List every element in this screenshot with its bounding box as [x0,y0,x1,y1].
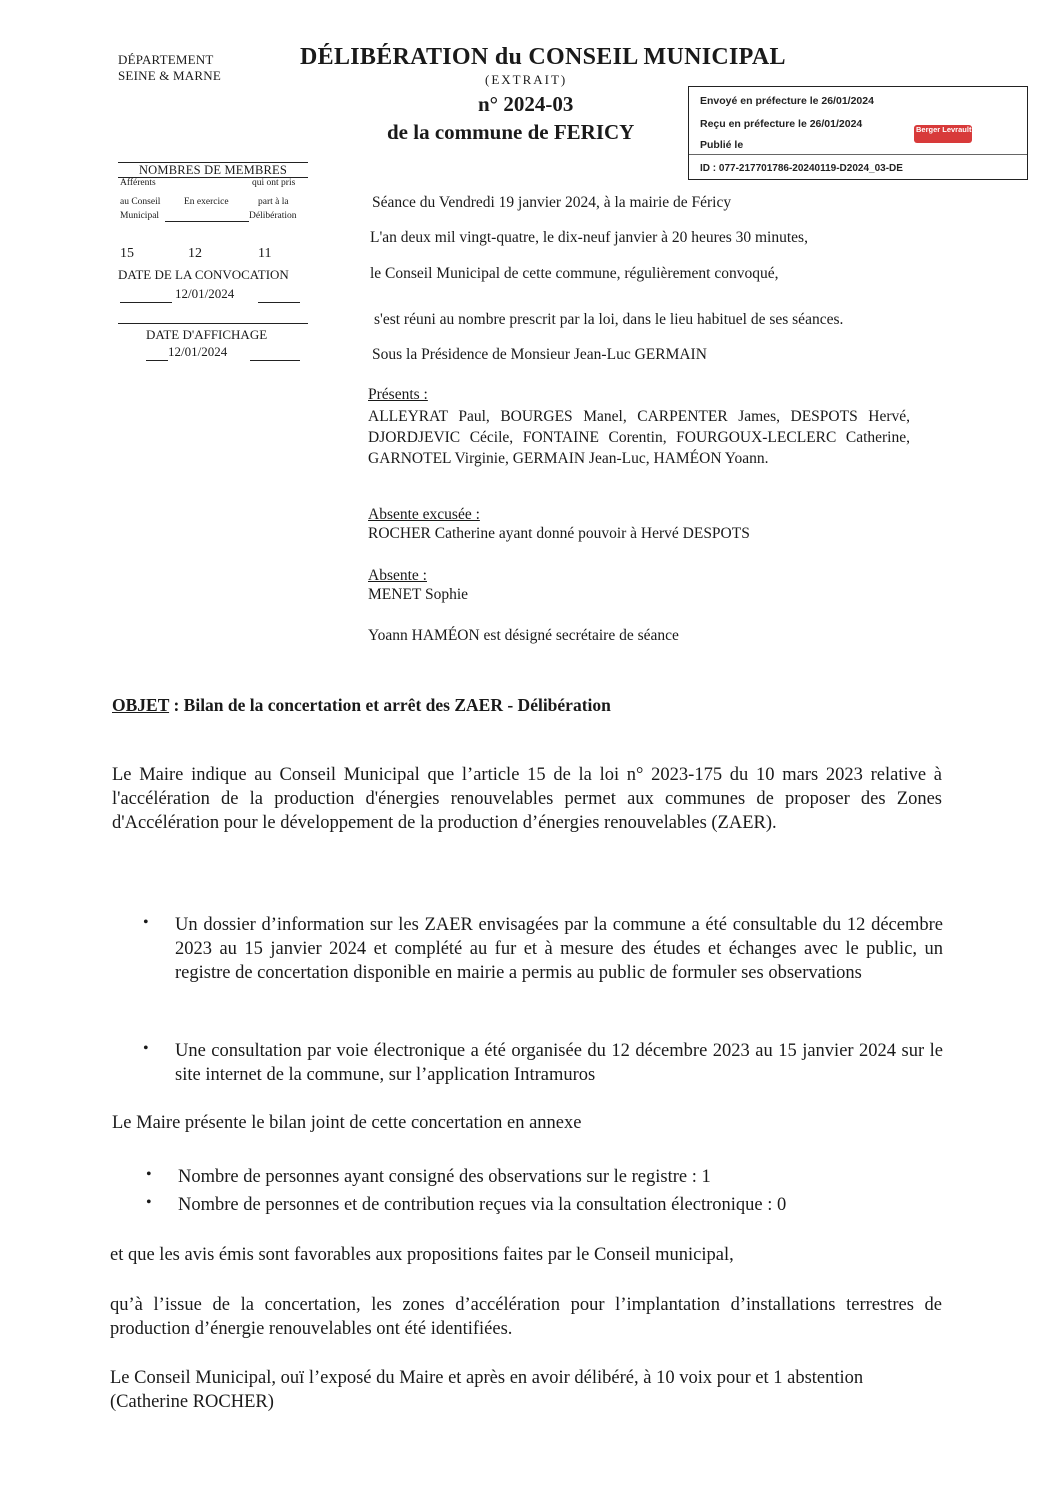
absent-label: Absente : [368,567,427,584]
intro-paragraph: Le Maire indique au Conseil Municipal que l’article 15 de la loi n° 2023-175 du 10 mars 2023 relative à l'accélération de la production d'énergies renouvelables permet aux communes de proposer des Zones d'Accélération pour le développement de la production d’énergies renouvelables (ZAER). [112,765,942,833]
commune-name: de la commune de FERICY [387,120,635,144]
berger-levrault-logo [914,125,972,143]
col-afferents-2: au Conseil [120,197,161,207]
convocation-label: DATE DE LA CONVOCATION [118,267,289,282]
vote-paragraph: Le Conseil Municipal, ouï l’exposé du Maire et après en avoir délibéré, à 10 voix pour et 1 abstention (Catherine ROCHER) [110,1368,864,1412]
excused-label: Absente excusée : [368,506,480,523]
present-names: ALLEYRAT Paul, BOURGES Manel, CARPENTER James, DESPOTS Hervé, DJORDJEVIC Cécile, FONTAINE Corentin, FOURGOUX-LECLERC Catherine, GARNOTEL Virginie, GERMAIN Jean-Luc, HAMÉON Yoann. [368,408,910,467]
document-title: DÉLIBÉRATION du CONSEIL MUNICIPAL [300,44,786,70]
stamp-sent: Envoyé en préfecture le 26/01/2024 [700,95,874,107]
count-exercice: 12 [188,246,202,261]
deliberation-number: n° 2024-03 [478,92,574,116]
convocation-date: 12/01/2024 [175,286,235,301]
stat-1-text: Nombre de personnes ayant consigné des observations sur le registre : 1 [178,1167,711,1187]
present-label: Présents : [368,386,428,403]
members-table [118,162,308,178]
affichage-rule-top [118,323,308,324]
col-pris-1: qui ont pris [252,178,296,188]
col-pris-3: Délibération [249,211,297,221]
convocation-line: le Conseil Municipal de cette commune, régulièrement convoqué, [370,265,779,282]
seance-line: Séance du Vendredi 19 janvier 2024, à la mairie de Féricy [372,194,732,211]
absent-names: MENET Sophie [368,586,469,603]
stat-1-icon: • [146,1166,152,1183]
bullet-2-icon: • [143,1040,149,1057]
convocation-rule-left [120,302,172,303]
bullet-2-text: Une consultation par voie électronique a été organisée du 12 décembre 2023 au 15 janvier 2024 sur le site internet de la commune, sur l’application Intramuros [175,1041,943,1085]
prefecture-stamp [688,86,1028,180]
issue-paragraph: qu’à l’issue de la concertation, les zones d’accélération pour l’implantation d’installations terrestres de production d’énergie renouvelables ont été identifiées. [110,1295,942,1339]
col-exercice: En exercice [184,197,229,207]
members-header: NOMBRES DE MEMBRES [118,162,308,178]
col-pris-2: part à la [258,197,289,207]
avis-line: et que les avis émis sont favorables aux propositions faites par le Conseil municipal, [110,1245,734,1265]
stat-2-text: Nombre de personnes et de contribution reçues via la consultation électronique : 0 [178,1195,787,1215]
presidence-line: Sous la Présidence de Monsieur Jean-Luc GERMAIN [372,346,707,363]
stamp-divider [689,154,1027,155]
bullet-1-icon: • [143,914,149,931]
stamp-id: ID : 077-217701786-20240119-D2024_03-DE [700,163,903,174]
logo-text: Berger Levrault [916,125,972,134]
objet-label: OBJET [112,695,170,715]
department [118,52,221,84]
col-afferents-3: Municipal [120,211,160,221]
objet-text: : Bilan de la concertation et arrêt des ZAER - Délibération [169,695,611,715]
affichage-label: DATE D'AFFICHAGE [146,327,268,342]
date-line: L'an deux mil vingt-quatre, le dix-neuf janvier à 20 heures 30 minutes, [370,229,808,246]
members-rule [165,221,249,222]
meeting-line: s'est réuni au nombre prescrit par la loi, dans le lieu habituel de ses séances. [374,311,844,328]
convocation-rule-right [258,302,300,303]
secretary-line: Yoann HAMÉON est désigné secrétaire de séance [368,627,679,644]
department-line-1: DÉPARTEMENT [118,52,214,67]
affichage-rule-left [146,360,168,361]
bilan-line: Le Maire présente le bilan joint de cette concertation en annexe [112,1113,582,1133]
extract-label: (EXTRAIT) [485,72,568,87]
excused-names: ROCHER Catherine ayant donné pouvoir à Hervé DESPOTS [368,525,750,542]
stamp-received: Reçu en préfecture le 26/01/2024 [700,118,863,130]
count-pris-part: 11 [258,246,272,261]
count-afferents: 15 [120,246,134,261]
stat-2-icon: • [146,1194,152,1211]
affichage-date: 12/01/2024 [168,344,228,359]
objet-line [112,695,611,716]
bullet-1-text: Un dossier d’information sur les ZAER envisagées par la commune a été consultable du 12 décembre 2023 au 15 janvier 2024 et complété au fur et à mesure des études et échanges avec le public, un registre de concertation disponible en mairie a permis au public de formuler ses observations [175,915,943,983]
department-line-2: SEINE & MARNE [118,68,221,83]
col-afferents-1: Afférents [120,178,156,188]
affichage-rule-right [250,360,300,361]
stamp-published: Publié le [700,139,744,151]
